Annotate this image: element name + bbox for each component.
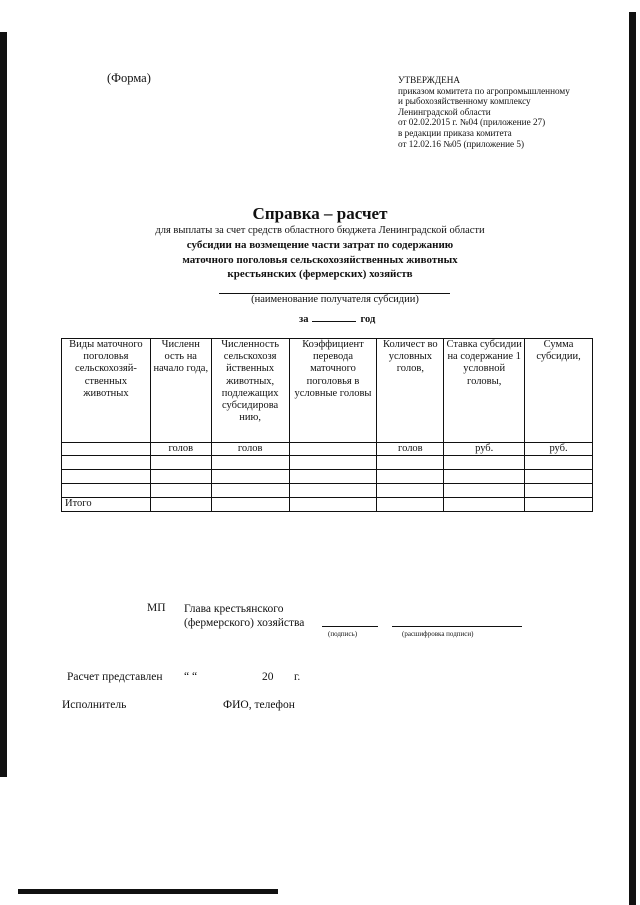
table-cell[interactable]: [150, 470, 211, 484]
document-title: Справка – расчет: [252, 204, 388, 223]
date-quotes: “ “: [184, 671, 198, 683]
column-header: Численн ость на начало года,: [150, 339, 211, 443]
approval-line: от 12.02.16 №05 (приложение 5): [398, 138, 525, 149]
table-cell[interactable]: [150, 484, 211, 498]
approval-line: приказом комитета по агропромышленному: [398, 85, 570, 96]
subsidy-line: маточного поголовья сельскохозяйственных животных: [182, 253, 458, 266]
stamp-place-label: МП: [147, 602, 166, 614]
table-cell[interactable]: [525, 484, 593, 498]
column-header: Ставка субсидии на содержание 1 условной головы,: [444, 339, 525, 443]
scan-border-bottom: [18, 889, 278, 894]
table-cell[interactable]: [289, 484, 377, 498]
recipient-caption: (наименование получателя субсидии): [251, 294, 419, 305]
column-header: Сумма субсидии,: [525, 339, 593, 443]
table-cell[interactable]: [289, 470, 377, 484]
table-cell[interactable]: [525, 456, 593, 470]
signature-caption: (подпись): [328, 630, 358, 638]
subsidy-line: крестьянских (фермерских) хозяйств: [227, 268, 413, 280]
total-cell[interactable]: [289, 498, 377, 512]
table-cell[interactable]: [150, 456, 211, 470]
date-year-suffix: г.: [294, 671, 301, 683]
scan-border-right: [629, 12, 636, 905]
date-year-prefix: 20: [262, 671, 274, 683]
farm-head-title: [184, 602, 304, 630]
farm-head-line: (фермерского) хозяйства: [184, 617, 305, 629]
subsidy-description: [0, 238, 640, 282]
total-cell[interactable]: [150, 498, 211, 512]
unit-cell: голов: [211, 443, 289, 456]
farm-head-line: Глава крестьянского: [184, 603, 284, 615]
presented-label: Расчет представлен: [67, 671, 163, 683]
total-cell[interactable]: [525, 498, 593, 512]
table-row[interactable]: [62, 484, 593, 498]
table-cell[interactable]: [377, 484, 444, 498]
form-label: (Форма): [107, 71, 151, 85]
table-cell[interactable]: [444, 470, 525, 484]
calculation-table: [61, 338, 593, 512]
approval-line: в редакции приказа комитета: [398, 127, 512, 138]
table-cell[interactable]: [444, 456, 525, 470]
column-header: Виды маточного поголовья сельскохозяй-ственных животных: [62, 339, 151, 443]
unit-cell: голов: [150, 443, 211, 456]
approval-title: УТВЕРЖДЕНА: [398, 75, 461, 85]
table-row[interactable]: [62, 456, 593, 470]
total-row: [62, 498, 593, 512]
total-cell[interactable]: [211, 498, 289, 512]
column-header: Количест во условных голов,: [377, 339, 444, 443]
table-cell[interactable]: [211, 484, 289, 498]
table-cell[interactable]: [211, 456, 289, 470]
table-cell[interactable]: [289, 456, 377, 470]
approval-line: и рыбохозяйственному комплексу: [398, 96, 531, 107]
unit-cell: голов: [377, 443, 444, 456]
approval-block: [398, 75, 570, 149]
total-label: Итого: [62, 498, 151, 512]
approval-line: от 02.02.2015 г. №04 (приложение 27): [398, 117, 546, 128]
table-cell[interactable]: [377, 470, 444, 484]
signature-line[interactable]: [322, 626, 378, 627]
signature-decode-line[interactable]: [392, 626, 522, 627]
year-line: [299, 312, 375, 325]
document-subtitle: для выплаты за счет средств областного бюджета Ленинградской области: [155, 225, 485, 236]
unit-cell: руб.: [444, 443, 525, 456]
column-header: Коэффициент перевода маточного поголовья в условные головы: [289, 339, 377, 443]
unit-cell: [289, 443, 377, 456]
year-prefix: за: [299, 314, 309, 325]
table-cell[interactable]: [377, 456, 444, 470]
year-suffix: год: [360, 314, 376, 325]
units-row: [62, 443, 593, 456]
total-cell[interactable]: [377, 498, 444, 512]
executor-label: Исполнитель: [62, 699, 127, 711]
year-blank-field[interactable]: [312, 312, 356, 322]
table-cell[interactable]: [211, 470, 289, 484]
column-header: Численность сельскохозя йственных животных, подлежащих субсидирова нию,: [211, 339, 289, 443]
table-cell[interactable]: [444, 484, 525, 498]
table-cell[interactable]: [62, 484, 151, 498]
subsidy-line: субсидии на возмещение части затрат по содержанию: [186, 239, 454, 251]
approval-line: Ленинградской области: [398, 106, 491, 117]
table-row[interactable]: [62, 470, 593, 484]
contact-label: ФИО, телефон: [223, 699, 295, 711]
table-header-row: [62, 339, 593, 443]
signature-decode-caption: (расшифровка подписи): [402, 630, 474, 638]
unit-cell: [62, 443, 151, 456]
table-cell[interactable]: [62, 470, 151, 484]
total-cell[interactable]: [444, 498, 525, 512]
scan-border-left: [0, 32, 7, 777]
table-cell[interactable]: [525, 470, 593, 484]
table-cell[interactable]: [62, 456, 151, 470]
unit-cell: руб.: [525, 443, 593, 456]
